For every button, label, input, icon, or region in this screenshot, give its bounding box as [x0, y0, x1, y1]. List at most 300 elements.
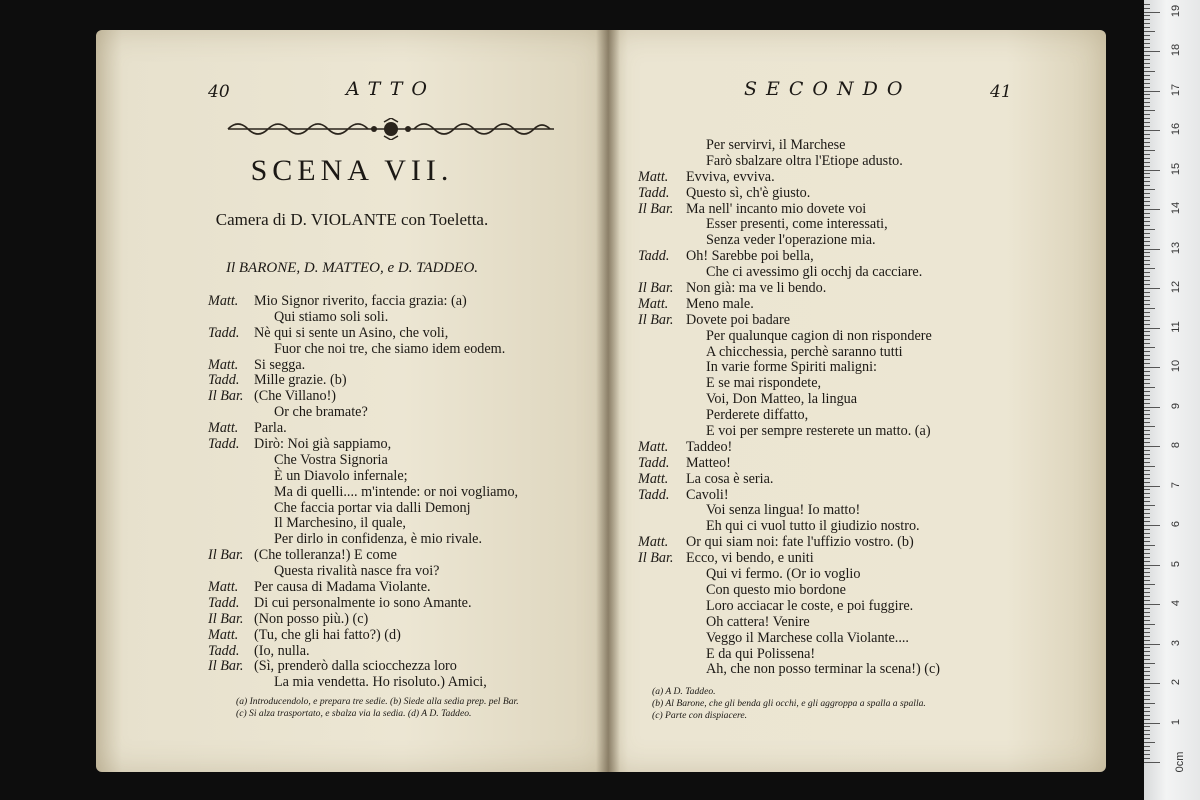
ruler-tick	[1144, 695, 1150, 696]
right-page-number: 41	[990, 82, 1012, 102]
dialogue-line	[638, 329, 1088, 345]
dialogue-line	[208, 564, 598, 580]
ruler-tick	[1144, 264, 1150, 265]
dialogue-text: Per dirlo in confidenza, è mio rivale.	[274, 531, 483, 548]
dialogue-line	[208, 310, 598, 326]
ruler-tick	[1144, 675, 1150, 676]
ruler-tick	[1144, 746, 1150, 747]
footnote: (a) Introducendolo, e prepara tre sedie. (b) Siede alla sedia prep. pel Bar.	[236, 696, 519, 707]
footnote: (c) Si alza trasportato, e sbalza via la sedia. (d) A D. Taddeo.	[236, 708, 472, 719]
ruler-tick	[1144, 79, 1150, 80]
ruler-tick	[1144, 324, 1150, 325]
dialogue-text: Loro acciacar le coste, e poi fuggire.	[706, 597, 914, 614]
ruler-tick	[1144, 146, 1150, 147]
ruler-tick	[1144, 422, 1150, 423]
dialogue-text: A chicchessia, perchè saranno tutti	[706, 343, 903, 360]
ruler-tick	[1144, 245, 1150, 246]
ruler-tick	[1144, 296, 1150, 297]
ruler-tick	[1144, 67, 1150, 68]
ruler-tick	[1144, 343, 1150, 344]
ruler-tick	[1144, 63, 1150, 64]
ruler-tick	[1144, 549, 1150, 550]
dialogue-text: Ma nell' incanto mio dovete voi	[686, 200, 867, 217]
ruler-tick	[1144, 221, 1150, 222]
ruler-number: 4	[1170, 599, 1182, 607]
ruler-number: 17	[1170, 83, 1182, 96]
speaker-label: Tadd.	[638, 454, 670, 471]
ruler-tick	[1144, 347, 1155, 348]
right-running-header: SECONDO	[744, 78, 912, 100]
ruler-tick	[1144, 699, 1150, 700]
ruler-tick	[1144, 59, 1150, 60]
ruler-tick	[1144, 4, 1150, 5]
left-page-number: 40	[208, 82, 230, 102]
ruler-tick	[1144, 493, 1150, 494]
ruler-tick	[1144, 430, 1150, 431]
speaker-label: Il Bar.	[208, 610, 244, 627]
ruler-tick	[1144, 636, 1150, 637]
dialogue-line	[638, 551, 1088, 567]
ruler-tick	[1144, 517, 1150, 518]
ruler-tick	[1144, 568, 1150, 569]
ruler-tick	[1144, 339, 1150, 340]
ruler-tick	[1144, 395, 1150, 396]
ruler-tick	[1144, 375, 1150, 376]
ruler-tick	[1144, 576, 1150, 577]
dialogue-line	[208, 405, 598, 421]
ruler-unit-label: 0cm	[1174, 751, 1186, 773]
ruler-tick	[1144, 647, 1150, 648]
speaker-label: Il Bar.	[208, 658, 244, 675]
speaker-label: Matt.	[638, 168, 669, 185]
ruler-tick	[1144, 150, 1155, 151]
dialogue-line	[638, 376, 1088, 392]
ruler-tick	[1144, 754, 1150, 755]
speaker-label: Matt.	[638, 438, 669, 455]
dialogue-line	[638, 615, 1088, 631]
ruler-number: 1	[1170, 718, 1182, 725]
right-footnotes	[652, 686, 926, 722]
ruler-tick	[1144, 734, 1150, 735]
ruler-number: 9	[1170, 402, 1182, 409]
ruler-tick	[1144, 134, 1150, 135]
ruler-tick	[1144, 122, 1150, 123]
dialogue-text: Nè qui si sente un Asino, che voli,	[254, 324, 449, 341]
ruler-tick	[1144, 687, 1150, 688]
ruler-tick	[1144, 450, 1150, 451]
dialogue-line	[208, 596, 598, 612]
ruler-tick	[1144, 308, 1155, 309]
ruler-tick	[1144, 197, 1150, 198]
dialogue-text: Con questo mio bordone	[706, 581, 846, 598]
ruler-tick	[1144, 114, 1150, 115]
ruler-tick	[1144, 351, 1150, 352]
ruler-tick	[1144, 193, 1150, 194]
dialogue-line	[208, 628, 598, 644]
dialogue-line	[208, 342, 598, 358]
scene-subtitle: Camera di D. VIOLANTE con Toeletta.	[215, 210, 489, 229]
speaker-label: Matt.	[638, 470, 669, 487]
ruler-tick	[1144, 466, 1155, 467]
dialogue-text: Dirò: Noi già sappiamo,	[254, 436, 392, 453]
ruler-number: 13	[1170, 241, 1182, 254]
ruler-tick	[1144, 628, 1150, 629]
ruler-tick	[1144, 703, 1155, 704]
ruler-tick	[1144, 604, 1160, 605]
ruler-tick	[1144, 355, 1150, 356]
speaker-label: Matt.	[208, 356, 239, 373]
ruler-tick	[1144, 118, 1150, 119]
dialogue-text: E voi per sempre resterete un matto. (a)	[706, 423, 931, 440]
ruler-tick	[1144, 205, 1150, 206]
ruler-tick	[1144, 438, 1150, 439]
left-footnotes	[236, 696, 519, 720]
ruler-tick	[1144, 679, 1150, 680]
dialogue-line	[208, 612, 598, 628]
ruler-tick	[1144, 497, 1150, 498]
ruler-tick	[1144, 572, 1150, 573]
dialogue-text: Per servirvi, il Marchese	[706, 137, 846, 153]
ruler-tick	[1144, 31, 1155, 32]
dialogue-text: Perderete diffatto,	[706, 407, 809, 424]
book-gutter	[596, 30, 620, 772]
dialogue-text: Mille grazie. (b)	[254, 372, 347, 389]
ruler-number: 15	[1170, 162, 1182, 175]
dialogue-line	[638, 567, 1088, 583]
ruler-tick	[1144, 209, 1160, 210]
ruler-tick	[1144, 391, 1150, 392]
dialogue-text: (Che Villano!)	[254, 388, 337, 405]
ruler-tick	[1144, 268, 1155, 269]
dialogue-text: Meno male.	[686, 295, 754, 312]
ruler-tick	[1144, 616, 1150, 617]
ruler-tick	[1144, 726, 1150, 727]
dialogue-text: Matteo!	[686, 454, 731, 471]
dialogue-line	[208, 358, 598, 374]
ruler-tick	[1144, 414, 1150, 415]
ruler-tick	[1144, 284, 1150, 285]
dialogue-line	[638, 281, 1088, 297]
dialogue-text: (Sì, prenderò dalla sciocchezza loro	[254, 658, 457, 675]
ruler-tick	[1144, 280, 1150, 281]
ornament-icon	[224, 118, 558, 140]
speaker-label: Matt.	[208, 626, 239, 643]
ruler-tick	[1144, 557, 1150, 558]
dialogue-text: Qui stiamo soli soli.	[274, 308, 389, 325]
dialogue-line	[638, 424, 1088, 440]
ruler-tick	[1144, 474, 1150, 475]
ruler-tick	[1144, 185, 1150, 186]
ruler-tick	[1144, 39, 1150, 40]
ruler-number: 14	[1170, 201, 1182, 215]
dialogue-text: Che Vostra Signoria	[274, 451, 388, 468]
ruler-tick	[1144, 501, 1150, 502]
dialogue-line	[208, 485, 598, 501]
ruler-tick	[1144, 762, 1160, 763]
ruler-number: 5	[1170, 560, 1182, 567]
ruler-tick	[1144, 304, 1150, 305]
dialogue-line	[638, 154, 1088, 170]
ruler-tick	[1144, 331, 1150, 332]
dialogue-line	[638, 392, 1088, 408]
scene-title: SCENA VII.	[250, 154, 454, 187]
dialogue-text: (Io, nulla.	[254, 642, 310, 659]
dialogue-line	[208, 532, 598, 548]
ruler-tick	[1144, 47, 1150, 48]
footnote: (c) Parte con dispiacere.	[652, 710, 748, 721]
dialogue-line	[208, 469, 598, 485]
ruler-tick	[1144, 462, 1150, 463]
ruler-tick	[1144, 399, 1150, 400]
ruler-tick	[1144, 15, 1150, 16]
speaker-label: Tadd.	[208, 324, 240, 341]
dialogue-line	[638, 233, 1088, 249]
ruler-tick	[1144, 434, 1150, 435]
dialogue-line	[208, 326, 598, 342]
ruler-tick	[1144, 292, 1150, 293]
ruler-tick	[1144, 316, 1150, 317]
dialogue-line	[208, 389, 598, 405]
dialogue-text: Esser presenti, come interessati,	[706, 216, 888, 233]
dialogue-text: La cosa è seria.	[686, 470, 774, 487]
dialogue-text: Questo sì, ch'è giusto.	[686, 184, 811, 201]
dialogue-text: Qui vi fermo. (Or io voglio	[706, 566, 861, 583]
dialogue-line	[638, 472, 1088, 488]
ruler-tick	[1144, 233, 1150, 234]
dialogue-text: Per causa di Madama Violante.	[254, 579, 431, 596]
ruler-tick	[1144, 106, 1150, 107]
ruler-number: 6	[1170, 520, 1182, 528]
dialogue-line	[208, 548, 598, 564]
ruler-tick	[1144, 509, 1150, 510]
dialogue-text: Veggo il Marchese colla Violante....	[706, 629, 909, 646]
ruler-tick	[1144, 363, 1150, 364]
ruler-tick	[1144, 565, 1160, 566]
dialogue-line	[638, 408, 1088, 424]
ruler-tick	[1144, 620, 1150, 621]
dialogue-text: Per qualunque cagion di non rispondere	[706, 327, 932, 344]
ruler-tick	[1144, 730, 1150, 731]
left-page	[96, 30, 608, 772]
ruler-tick	[1144, 723, 1160, 724]
ruler-tick	[1144, 12, 1160, 13]
ruler-tick	[1144, 719, 1150, 720]
ruler-number: 8	[1170, 441, 1182, 449]
ruler-number: 7	[1170, 481, 1182, 488]
ruler-tick	[1144, 335, 1150, 336]
dramatis-personae: Il BARONE, D. MATTEO, e D. TADDEO.	[225, 260, 479, 276]
ruler-tick	[1144, 75, 1150, 76]
ruler-tick	[1144, 671, 1150, 672]
dialogue-text: Ma di quelli.... m'intende: or noi vogliamo,	[274, 483, 519, 500]
ruler-tick	[1144, 505, 1155, 506]
ruler-tick	[1144, 655, 1150, 656]
ruler-tick	[1144, 644, 1160, 645]
dialogue-line	[208, 516, 598, 532]
dialogue-line	[208, 675, 598, 691]
dialogue-text: Questa rivalità nasce fra voi?	[274, 563, 440, 580]
ruler-tick	[1144, 632, 1150, 633]
dialogue-line	[638, 138, 1088, 154]
ruler-tick	[1144, 659, 1150, 660]
dialogue-text: Parla.	[254, 420, 287, 437]
dialogue-text: (Che tolleranza!) E come	[254, 547, 397, 564]
ruler-tick	[1144, 158, 1150, 159]
ruler-number: 19	[1170, 4, 1182, 17]
dialogue-text: Non già: ma ve li bendo.	[686, 280, 827, 297]
speaker-label: Tadd.	[638, 248, 670, 265]
ruler-tick	[1144, 229, 1155, 230]
dialogue-text: (Non posso più.) (c)	[254, 610, 369, 627]
ruler-tick	[1144, 640, 1150, 641]
ruler-tick	[1144, 166, 1150, 167]
ruler-tick	[1144, 51, 1160, 52]
ruler-tick	[1144, 553, 1150, 554]
ruler-number: 2	[1170, 678, 1182, 686]
dialogue-line	[638, 631, 1088, 647]
speaker-label: Tadd.	[208, 372, 240, 389]
ruler-tick	[1144, 667, 1150, 668]
ruler-tick	[1144, 260, 1150, 261]
dialogue-line	[638, 519, 1088, 535]
ruler-tick	[1144, 482, 1150, 483]
ruler-number: 16	[1170, 122, 1182, 136]
ruler-tick	[1144, 98, 1150, 99]
speaker-label: Il Bar.	[638, 311, 674, 328]
ruler-tick	[1144, 87, 1150, 88]
open-book	[96, 30, 1106, 772]
dialogue-line	[638, 440, 1088, 456]
ruler-tick	[1144, 91, 1160, 92]
ruler-tick	[1144, 387, 1155, 388]
dialogue-text: Voi, Don Matteo, la lingua	[706, 391, 858, 408]
footnote: (a) A D. Taddeo.	[652, 686, 716, 697]
dialogue-text: Si segga.	[254, 356, 306, 373]
ruler-tick	[1144, 177, 1150, 178]
ruler-tick	[1144, 608, 1150, 609]
dialogue-line	[208, 659, 598, 675]
ruler-tick	[1144, 738, 1150, 739]
dialogue-text: Eh qui ci vuol tutto il giudizio nostro.	[706, 518, 920, 535]
ruler-tick	[1144, 379, 1150, 380]
dialogue-line	[638, 583, 1088, 599]
ruler-tick	[1144, 328, 1160, 329]
ruler-number: 11	[1170, 320, 1182, 333]
ruler-tick	[1144, 55, 1150, 56]
ruler-tick	[1144, 217, 1150, 218]
ruler-tick	[1144, 426, 1155, 427]
ruler-tick	[1144, 403, 1150, 404]
ruler-tick	[1144, 537, 1150, 538]
ruler-number: 12	[1170, 280, 1182, 294]
ruler-tick	[1144, 470, 1150, 471]
ruler-tick	[1144, 162, 1150, 163]
dialogue-line	[208, 580, 598, 596]
ruler-tick	[1144, 489, 1150, 490]
ruler-tick	[1144, 312, 1150, 313]
ruler-tick	[1144, 154, 1150, 155]
ruler-tick	[1144, 446, 1160, 447]
ruler-tick	[1144, 683, 1160, 684]
ruler-tick	[1144, 19, 1150, 20]
dialogue-text: Che faccia portar via dalli Demonj	[274, 499, 471, 516]
dialogue-text: È un Diavolo infernale;	[274, 467, 408, 484]
ruler-tick	[1144, 213, 1150, 214]
dialogue-line	[208, 453, 598, 469]
ruler-tick	[1144, 442, 1150, 443]
ruler-tick	[1144, 521, 1150, 522]
ruler-tick	[1144, 407, 1160, 408]
dialogue-text: Senza veder l'operazione mia.	[706, 232, 876, 249]
dialogue-text: Dovete poi badare	[686, 311, 790, 328]
ruler-tick	[1144, 707, 1150, 708]
ruler-tick	[1144, 418, 1150, 419]
ruler-tick	[1144, 256, 1150, 257]
dialogue-text: Ecco, vi bendo, e uniti	[686, 550, 814, 567]
speaker-label: Il Bar.	[208, 547, 244, 564]
ruler-tick	[1144, 371, 1150, 372]
ruler-tick	[1144, 715, 1150, 716]
ruler-tick	[1144, 237, 1150, 238]
dialogue-text: Oh! Sarebbe poi bella,	[686, 248, 814, 265]
dialogue-line	[638, 249, 1088, 265]
ruler-tick	[1144, 711, 1150, 712]
speaker-label: Matt.	[208, 293, 239, 309]
ruler-tick	[1144, 252, 1150, 253]
ruler-tick	[1144, 126, 1150, 127]
ruler-tick	[1144, 663, 1155, 664]
dialogue-text: Taddeo!	[686, 438, 733, 455]
speaker-label: Matt.	[208, 579, 239, 596]
dialogue-line	[208, 644, 598, 660]
dialogue-text: E se mai rispondete,	[706, 375, 822, 392]
ruler-tick	[1144, 142, 1150, 143]
ruler-tick	[1144, 359, 1150, 360]
ruler-tick	[1144, 276, 1150, 277]
dialogue-line	[638, 662, 1088, 678]
left-running-header: ATTO	[346, 78, 436, 100]
dialogue-line	[638, 217, 1088, 233]
ruler-tick	[1144, 584, 1155, 585]
ruler-tick	[1144, 249, 1160, 250]
ruler-tick	[1144, 651, 1150, 652]
dialogue-text: Fuor che noi tre, che siamo idem eodem.	[274, 340, 506, 357]
dialogue-line	[208, 373, 598, 389]
dialogue-line	[638, 503, 1088, 519]
measuring-ruler	[1144, 0, 1200, 800]
speaker-label: Tadd.	[638, 184, 670, 201]
ruler-tick	[1144, 189, 1155, 190]
dialogue-text: Or qui siam noi: fate l'uffizio vostro. (b)	[686, 534, 914, 551]
ruler-tick	[1144, 742, 1155, 743]
ruler-tick	[1144, 27, 1150, 28]
left-dialogue	[208, 294, 598, 691]
ruler-tick	[1144, 750, 1150, 751]
dialogue-text: Di cui personalmente io sono Amante.	[254, 594, 472, 611]
speaker-label: Il Bar.	[638, 550, 674, 567]
dialogue-line	[638, 535, 1088, 551]
ruler-tick	[1144, 533, 1150, 534]
right-page	[608, 30, 1106, 772]
ruler-tick	[1144, 8, 1150, 9]
ruler-tick	[1144, 478, 1150, 479]
ruler-tick	[1144, 541, 1150, 542]
ruler-tick	[1144, 241, 1150, 242]
footnote: (b) Al Barone, che gli benda gli occhi, e gli aggroppa a spalla a spalla.	[652, 698, 926, 709]
speaker-label: Tadd.	[208, 436, 240, 453]
dialogue-line	[638, 170, 1088, 186]
dialogue-text: La mia vendetta. Ho risoluto.) Amici,	[274, 674, 487, 691]
